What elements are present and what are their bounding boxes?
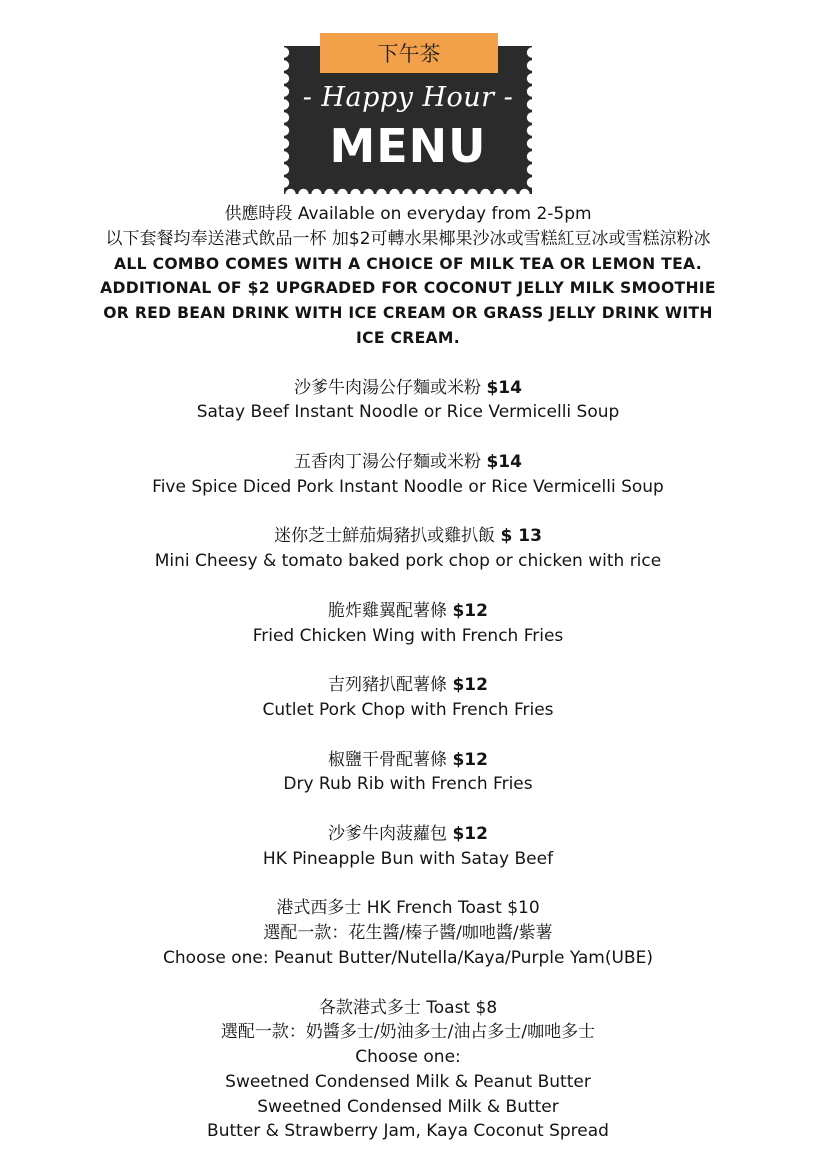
toast-choice-zh: 選配一款：奶醬多士/奶油多士/油占多士/咖吔多士 xyxy=(220,1022,596,1043)
toast-choose-label: Choose one: xyxy=(355,1047,461,1068)
item-name-zh: 椒鹽干骨配薯條 xyxy=(328,749,453,770)
toast-option: Sweetned Condensed Milk & Peanut Butter xyxy=(225,1071,591,1092)
item-price: $ 13 xyxy=(500,526,542,547)
item-name-en: HK Pineapple Bun with Satay Beef xyxy=(262,848,554,869)
menu-item-pineapple-bun-satay-beef xyxy=(0,822,816,872)
item-title xyxy=(0,524,816,549)
menu-item-baked-pork-chop-rice xyxy=(0,524,816,574)
intro-section xyxy=(0,202,816,252)
menu-item-five-spice-pork-noodle xyxy=(0,450,816,500)
french-toast-title: 港式西多士 HK French Toast $10 xyxy=(276,898,540,919)
item-price: $14 xyxy=(486,377,522,398)
chinese-title-tab: 下午茶 xyxy=(320,33,498,73)
item-price: $12 xyxy=(452,675,488,696)
item-title xyxy=(0,673,816,698)
item-title xyxy=(0,450,816,475)
item-name-en: Fried Chicken Wing with French Fries xyxy=(252,625,564,646)
combo-line: ADDITIONAL OF $2 UPGRADED FOR COCONUT JELLY MILK SMOOTHIE xyxy=(100,279,716,298)
item-name-en: Five Spice Diced Pork Instant Noodle or Rice Vermicelli Soup xyxy=(152,476,664,497)
toast-option: Sweetned Condensed Milk & Butter xyxy=(257,1096,559,1117)
menu-item-dry-rub-rib-fries xyxy=(0,748,816,798)
item-price: $14 xyxy=(486,451,522,472)
menu-content xyxy=(0,202,816,1144)
combo-note xyxy=(0,252,816,351)
item-title xyxy=(0,748,816,773)
item-name-zh: 沙爹牛肉菠蘿包 xyxy=(328,823,453,844)
combo-line: ICE CREAM. xyxy=(356,328,460,347)
availability-text: 供應時段 Available on everyday from 2-5pm xyxy=(224,204,592,224)
item-name-en: Dry Rub Rib with French Fries xyxy=(283,774,533,795)
menu-item-french-toast xyxy=(0,896,816,970)
drink-note-zh: 以下套餐均奉送港式飲品一杯 加$2可轉水果椰果沙冰或雪糕紅豆冰或雪糕涼粉冰 xyxy=(105,228,711,249)
item-name-zh: 脆炸雞翼配薯條 xyxy=(328,600,453,621)
item-title xyxy=(0,376,816,401)
combo-line: ALL COMBO COMES WITH A CHOICE OF MILK TEA OR LEMON TEA. xyxy=(114,254,702,273)
menu-item-toast xyxy=(0,996,816,1145)
menu-heading: MENU xyxy=(329,119,487,173)
menu-item-cutlet-pork-chop-fries xyxy=(0,673,816,723)
item-name-en: Satay Beef Instant Noodle or Rice Vermicelli Soup xyxy=(196,402,620,423)
item-name-en: Mini Cheesy & tomato baked pork chop or chicken with rice xyxy=(154,551,662,572)
french-toast-choice-zh: 選配一款：花生醬/榛子醬/咖吔醬/紫薯 xyxy=(263,923,553,944)
item-price: $12 xyxy=(452,600,488,621)
item-name-en: Cutlet Pork Chop with French Fries xyxy=(262,699,554,720)
item-name-zh: 吉列豬扒配薯條 xyxy=(328,675,453,696)
item-name-zh: 迷你芝士鮮茄焗豬扒或雞扒飯 xyxy=(274,526,501,547)
menu-item-chicken-wing-fries xyxy=(0,599,816,649)
toast-title: 各款港式多士 Toast $8 xyxy=(318,997,498,1018)
combo-line: OR RED BEAN DRINK WITH ICE CREAM OR GRASS JELLY DRINK WITH xyxy=(103,304,713,323)
menu-item-satay-beef-noodle xyxy=(0,376,816,426)
item-name-zh: 沙爹牛肉湯公仔麵或米粉 xyxy=(294,377,487,398)
item-price: $12 xyxy=(452,823,488,844)
french-toast-choice-en: Choose one: Peanut Butter/Nutella/Kaya/Purple Yam(UBE) xyxy=(163,947,653,968)
item-price: $12 xyxy=(452,749,488,770)
menu-header-badge xyxy=(0,0,816,200)
item-title xyxy=(0,599,816,624)
toast-option: Butter & Strawberry Jam, Kaya Coconut Spread xyxy=(207,1121,609,1142)
happy-hour-heading: - Happy Hour - xyxy=(302,82,514,113)
item-title xyxy=(0,822,816,847)
item-name-zh: 五香肉丁湯公仔麵或米粉 xyxy=(294,451,487,472)
